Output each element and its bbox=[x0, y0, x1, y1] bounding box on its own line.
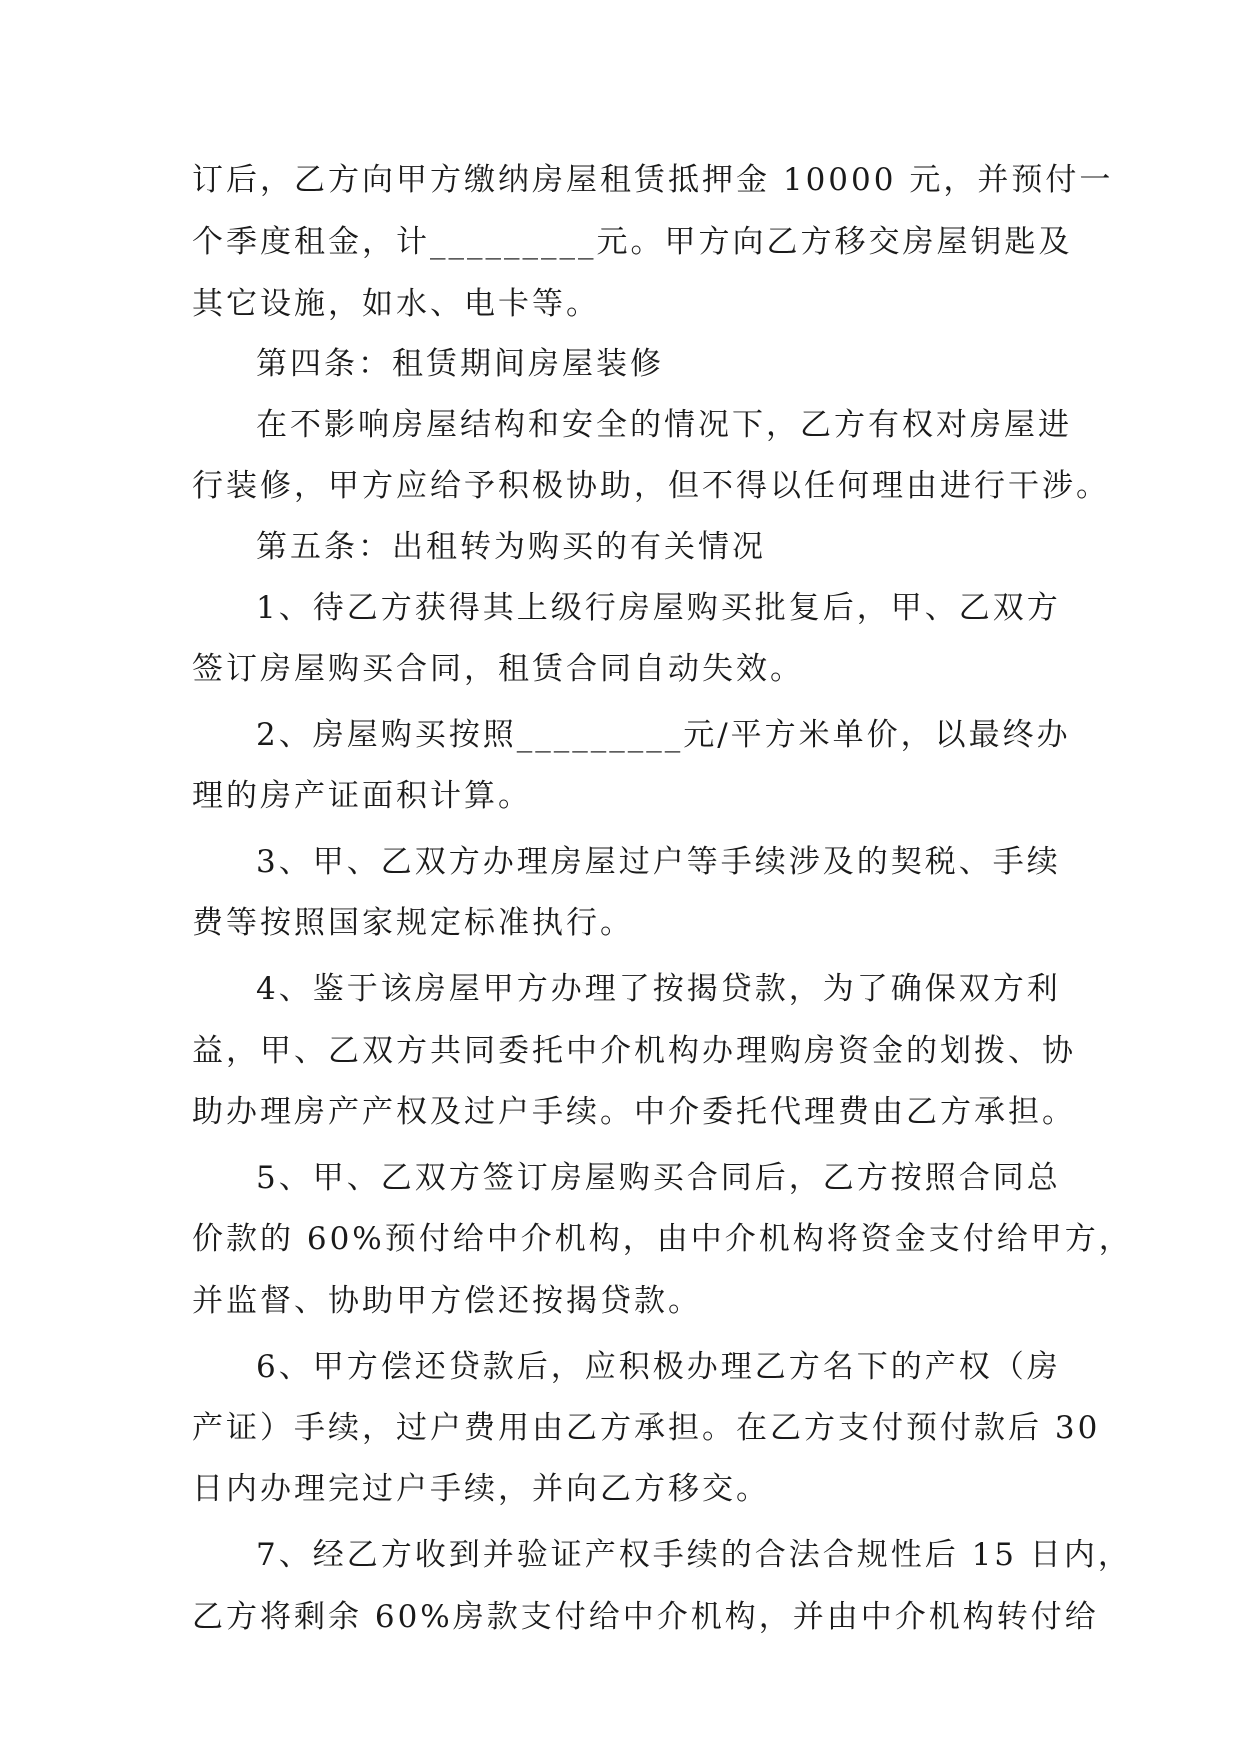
text-line: 在不影响房屋结构和安全的情况下，乙方有权对房屋进 bbox=[256, 407, 1072, 443]
text-line: 助办理房产产权及过户手续。中介委托代理费由乙方承担。 bbox=[192, 1094, 1076, 1130]
text-line: 日内办理完过户手续，并向乙方移交。 bbox=[192, 1471, 770, 1507]
text-line: 乙方将剩余 60%房款支付给中介机构，并由中介机构转付给 bbox=[192, 1599, 1099, 1635]
text-line: 理的房产证面积计算。 bbox=[192, 778, 532, 814]
text-line: 行装修，甲方应给予积极协助，但不得以任何理由进行干涉。 bbox=[192, 468, 1110, 504]
text-line: 2、房屋购买按照_________元/平方米单价，以最终办 bbox=[256, 717, 1071, 753]
text-line: 6、甲方偿还贷款后，应积极办理乙方名下的产权（房 bbox=[256, 1349, 1061, 1385]
text-line: 5、甲、乙双方签订房屋购买合同后，乙方按照合同总 bbox=[256, 1160, 1061, 1196]
text-line: 3、甲、乙双方办理房屋过户等手续涉及的契税、手续 bbox=[256, 844, 1061, 880]
section-heading: 第五条：出租转为购买的有关情况 bbox=[256, 529, 766, 565]
text-line: 订后，乙方向甲方缴纳房屋租赁抵押金 10000 元，并预付一 bbox=[192, 162, 1114, 198]
text-line: 价款的 60%预付给中介机构，由中介机构将资金支付给甲方， bbox=[192, 1221, 1133, 1257]
text-line: 7、经乙方收到并验证产权手续的合法合规性后 15 日内， bbox=[256, 1537, 1132, 1573]
text-line: 其它设施，如水、电卡等。 bbox=[192, 286, 600, 322]
text-line: 产证）手续，过户费用由乙方承担。在乙方支付预付款后 30 bbox=[192, 1410, 1101, 1446]
text-line: 个季度租金，计_________元。甲方向乙方移交房屋钥匙及 bbox=[192, 224, 1073, 260]
text-line: 费等按照国家规定标准执行。 bbox=[192, 905, 634, 941]
section-heading: 第四条：租赁期间房屋装修 bbox=[256, 346, 664, 382]
text-line: 并监督、协助甲方偿还按揭贷款。 bbox=[192, 1283, 702, 1319]
text-line: 1、待乙方获得其上级行房屋购买批复后，甲、乙双方 bbox=[256, 590, 1061, 626]
text-line: 4、鉴于该房屋甲方办理了按揭贷款，为了确保双方利 bbox=[256, 971, 1061, 1007]
text-line: 签订房屋购买合同，租赁合同自动失效。 bbox=[192, 651, 804, 687]
text-line: 益，甲、乙双方共同委托中介机构办理购房资金的划拨、协 bbox=[192, 1033, 1076, 1069]
